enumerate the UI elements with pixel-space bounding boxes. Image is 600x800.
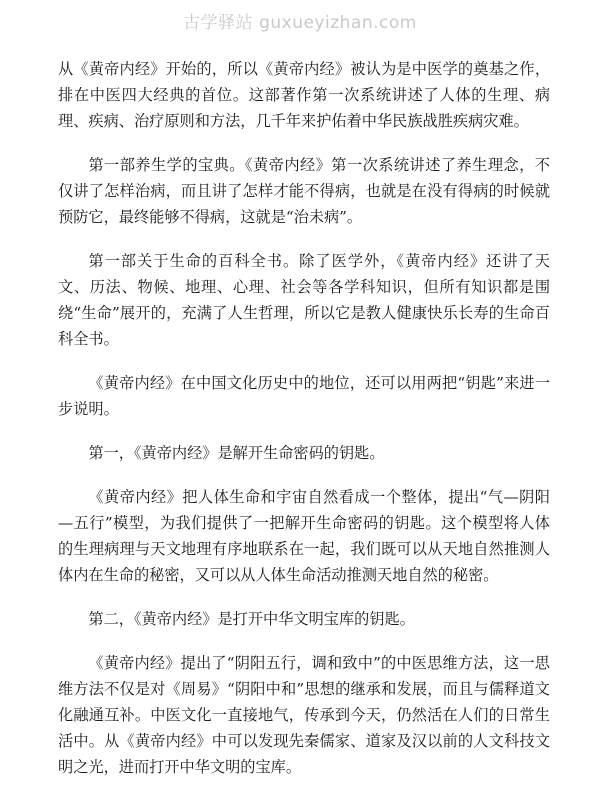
paragraph-1: 从《黄帝内经》开始的，所以《黄帝内经》被认为是中医学的奠基之作，排在中医四大经典的首位。这部著作第一次系统讲述了人体的生理、病理、疾病、治疗原则和方法，几千年来护佑着中华民族战胜疾病灾难。 bbox=[58, 60, 550, 130]
paragraph-4: 《黄帝内经》在中国文化历史中的地位，还可以用两把“钥匙”来进一步说明。 bbox=[58, 374, 550, 418]
paragraph-7: 第二，《黄帝内经》是打开中华文明宝库的钥匙。 bbox=[88, 610, 415, 628]
paragraph-6: 《黄帝内经》把人体生命和宇宙自然看成一个整体，提出“气—阴阳—五行”模型，为我们提供了一把解开生命密码的钥匙。这个模型将人体的生理病理与天文地理有序地联系在一起，我们既可以从天地自然推测人体内在生命的秘密，又可以从人体生命活动推测天地自然的秘密。 bbox=[58, 488, 550, 584]
paragraph-3: 第一部关于生命的百科全书。除了医学外，《黄帝内经》还讲了天文、历法、物候、地理、心理、社会等各学科知识，但所有知识都是围绕“生命”展开的，充满了人生哲理，所以它是教人健康快乐长寿的生命百科全书。 bbox=[58, 252, 550, 348]
paragraph-5: 第一，《黄帝内经》是解开生命密码的钥匙。 bbox=[88, 444, 385, 462]
watermark: 古学驿站 guxueyizhan.com bbox=[183, 13, 417, 33]
document-body bbox=[58, 56, 550, 798]
paragraph-8: 《黄帝内经》提出了“阴阳五行，调和致中”的中医思维方法，这一思维方法不仅是对《周易》“阴阳中和”思想的继承和发展，而且与儒释道文化融通互补。中医文化一直接地气，传承到今天，仍然活在人们的日常生活中。从《黄帝内经》中可以发现先秦儒家、道家及汉以前的人文科技文明之光，进而打开中华文明的宝库。 bbox=[58, 654, 550, 776]
paragraph-2: 第一部养生学的宝典。《黄帝内经》第一次系统讲述了养生理念，不仅讲了怎样治病，而且讲了怎样才能不得病，也就是在没有得病的时候就预防它，最终能够不得病，这就是“治未病”。 bbox=[58, 156, 550, 226]
